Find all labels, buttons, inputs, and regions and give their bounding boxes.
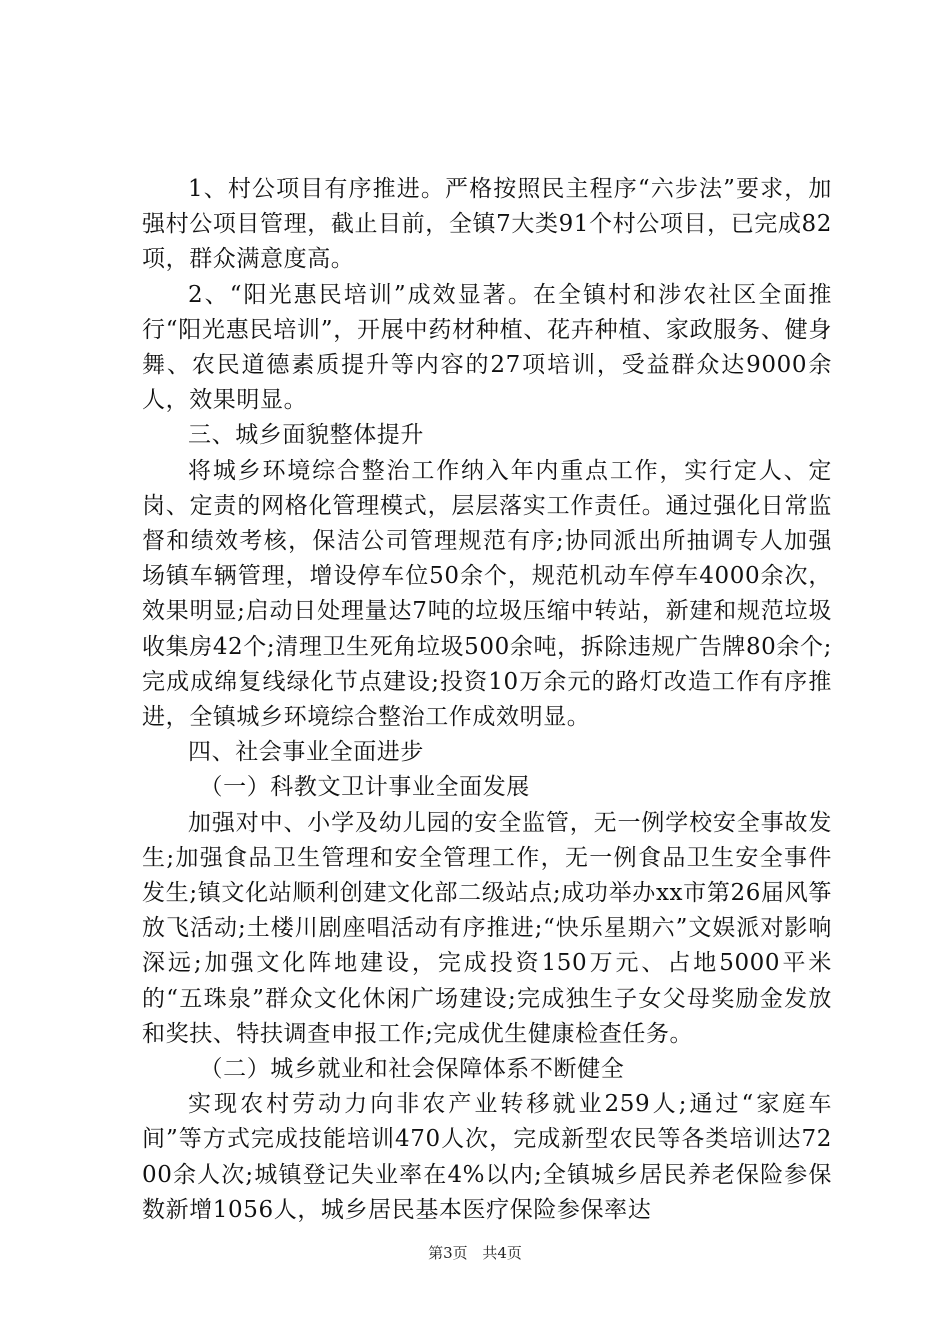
page-footer xyxy=(0,1242,950,1263)
paragraph-employment-insurance: 实现农村劳动力向非农产业转移就业259人;通过“家庭车间”等方式完成技能培训470人次，完成新型农民等各类培训达7200余人次;城镇登记失业率在4%以内;全镇城乡居民养老保险参保数新增1056人，城乡居民基本医疗保险参保率达 xyxy=(142,1091,832,1223)
page-number: 第3页 xyxy=(428,1244,468,1262)
paragraph-safety-culture: 加强对中、小学及幼儿园的安全监管，无一例学校安全事故发生;加强食品卫生管理和安全管理工作，无一例食品卫生安全事件发生;镇文化站顺利创建文化部二级站点;成功举办xx市第26届风筝放飞活动;土楼川剧座唱活动有序推进;“快乐星期六”文娱派对影响深远;加强文化阵地建设，完成投资150万元、占地5000平米的“五珠泉”群众文化休闲广场建设;完成独生子女父母奖励金发放和奖扶、特扶调查申报工作;完成优生健康检查任务。 xyxy=(142,809,832,1047)
paragraph-environment-rectification: 将城乡环境综合整治工作纳入年内重点工作，实行定人、定岗、定责的网格化管理模式，层层落实工作责任。通过强化日常监督和绩效考核，保洁公司管理规范有序;协同派出所抽调专人加强场镇车辆管理，增设停车位50余个，规范机动车停车4000余次，效果明显;启动日处理量达7吨的垃圾压缩中转站，新建和规范垃圾收集房42个;清理卫生死角垃圾500余吨，拆除违规广告牌80余个;完成成绵复线绿化节点建设;投资10万余元的路灯改造工作有序推进，全镇城乡环境综合整治工作成效明显。 xyxy=(142,457,832,731)
page-total: 共4页 xyxy=(482,1244,522,1262)
section-heading-social-affairs: 四、社会事业全面进步 xyxy=(188,739,424,766)
sub-heading-science-education: （一）科教文卫计事业全面发展 xyxy=(199,774,530,801)
paragraph-sunshine-training: 2、“阳光惠民培训”成效显著。在全镇村和涉农社区全面推行“阳光惠民培训”，开展中药材种植、花卉种植、家政服务、健身舞、农民道德素质提升等内容的27项培训，受益群众达9000余人，效果明显。 xyxy=(142,281,832,414)
sub-heading-employment-security: （二）城乡就业和社会保障体系不断健全 xyxy=(199,1056,625,1083)
paragraph-village-projects: 1、村公项目有序推进。严格按照民主程序“六步法”要求，加强村公项目管理，截止目前，全镇7大类91个村公项目，已完成82项，群众满意度高。 xyxy=(142,176,832,273)
section-heading-urban-rural: 三、城乡面貌整体提升 xyxy=(188,422,424,449)
document-body xyxy=(142,172,832,1228)
